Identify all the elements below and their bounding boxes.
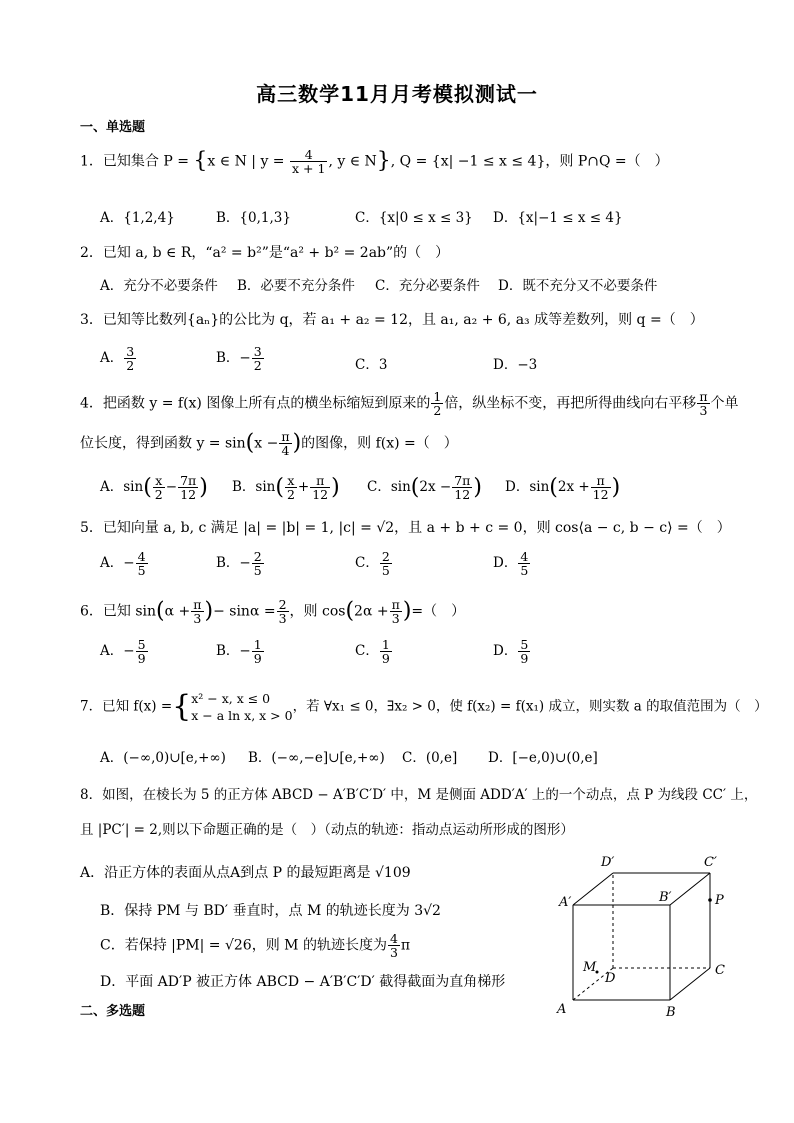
label-b1: B′ — [659, 890, 672, 905]
q3-option-c[interactable]: C．3 — [355, 357, 388, 373]
cube-figure — [545, 850, 735, 1020]
section-multiple-choice: 二、多选题 — [80, 1004, 146, 1019]
q8-option-c[interactable]: C．若保持 |PM| = √26，则 M 的轨迹长度为 $\frac{4}{3}$ π — [100, 931, 411, 960]
label-d: D — [605, 971, 616, 986]
q7-option-d[interactable]: D．[−e,0)∪(0,e] — [488, 750, 598, 766]
label-d1: D′ — [601, 855, 615, 870]
edge-b1c1 — [670, 873, 710, 905]
q7-option-b[interactable]: B．(−∞,−e]∪[e,+∞) — [248, 750, 385, 766]
q2-option-d[interactable]: D．既不充分又不必要条件 — [498, 278, 658, 294]
point-p — [708, 898, 712, 902]
q1-fraction: $\frac{4}{x + 1}$ — [292, 147, 326, 176]
q1-set-p-tail: , y ∈ N — [328, 153, 377, 170]
label-p: P — [715, 893, 724, 908]
question-2: 2．已知 a, b ∈ R，“a² = b²”是“a² + b² = 2ab”的（ ） — [80, 245, 450, 261]
question-7: 7．已知 f(x) ={ x² − x, x ≤ 0 x − a ln x, x > 0 ，若 ∀x₁ ≤ 0，∃x₂ > 0，使 f(x₂) = f(x₁) 成立，则实数 a 的取值范围为（ ） — [80, 689, 768, 724]
q5-option-b[interactable]: B．− $\frac{2}{5}$ — [216, 549, 262, 578]
q6-option-d[interactable]: D． $\frac{5}{9}$ — [493, 637, 529, 666]
q1-stem-a: 1．已知集合 P = — [80, 153, 189, 170]
q4-option-b[interactable]: B．sin( $\frac{x}{2}$ + $\frac{\pi}{12}$ ) — [232, 473, 340, 502]
q1-stem-b: , Q = — [390, 153, 428, 170]
q6-option-a[interactable]: A．− $\frac{5}{9}$ — [100, 637, 146, 666]
question-6: 6．已知 sin(α + $\frac{\pi}{3}$ )− sinα = $\frac{2}{3}$ ，则 cos(2α + $\frac{\pi}{3}$ )=（ ） — [80, 597, 466, 626]
q4-option-d[interactable]: D．sin(2x + $\frac{\pi}{12}$ ) — [505, 473, 621, 502]
q1-option-a[interactable]: A．{1,2,4} — [100, 210, 175, 226]
label-c1: C′ — [704, 855, 717, 870]
page-title: 高三数学11月月考模拟测试一 — [256, 82, 538, 106]
q2-option-c[interactable]: C．充分必要条件 — [375, 278, 480, 294]
q1-option-b[interactable]: B．{0,1,3} — [216, 210, 291, 226]
q7-option-c[interactable]: C．(0,e] — [402, 750, 458, 766]
q5-option-a[interactable]: A．− $\frac{4}{5}$ — [100, 549, 146, 578]
question-5: 5．已知向量 a, b, c 满足 |a| = |b| = 1, |c| = √2，且 a + b + c = 0，则 cos⟨a − c, b − c⟩ =（ ） — [80, 520, 731, 536]
edge-a1d1 — [573, 873, 613, 905]
label-a: A — [557, 1002, 567, 1017]
q4-option-c[interactable]: C．sin(2x − $\frac{7\pi}{12}$ ) — [367, 473, 482, 502]
q1-option-d[interactable]: D．{x|−1 ≤ x ≤ 4} — [493, 210, 623, 226]
question-8-line-2: 且 |PC′| = 2,则以下命题正确的是（ ）（动点的轨迹：指动点运动所形成的图形） — [80, 822, 574, 838]
label-a1: A′ — [559, 895, 572, 910]
q1-set-q: {x| −1 ≤ x ≤ 4} — [431, 153, 546, 170]
edge-bc — [670, 968, 710, 1000]
question-3: 3．已知等比数列{aₙ}的公比为 q，若 a₁ + a₂ = 12，且 a₁, a₂ + 6, a₃ 成等差数列，则 q =（ ） — [80, 312, 704, 328]
q6-option-c[interactable]: C． $\frac{1}{9}$ — [355, 637, 390, 666]
q2-option-a[interactable]: A．充分不必要条件 — [100, 278, 218, 294]
question-1: 1．已知集合 P = {x ∈ N | y = $\frac{4}{x + 1}$ , y ∈ N}, Q = {x| −1 ≤ x ≤ 4}，则 P∩Q =（ ） — [80, 147, 669, 176]
q7-option-a[interactable]: A．(−∞,0)∪[e,+∞) — [100, 750, 226, 766]
q5-option-d[interactable]: D． $\frac{4}{5}$ — [493, 549, 529, 578]
q5-option-c[interactable]: C． $\frac{2}{5}$ — [355, 549, 390, 578]
q1-stem-c: ，则 P∩Q =（ ） — [545, 153, 669, 170]
label-c: C — [715, 963, 725, 978]
q6-option-b[interactable]: B．− $\frac{1}{9}$ — [216, 637, 262, 666]
label-b: B — [666, 1005, 676, 1020]
q1-option-c[interactable]: C．{x|0 ≤ x ≤ 3} — [355, 210, 473, 226]
q4-option-a[interactable]: A．sin( $\frac{x}{2}$ − $\frac{7\pi}{12}$ ) — [100, 473, 208, 502]
q3-option-b[interactable]: B．− $\frac{3}{2}$ — [216, 344, 262, 373]
q2-option-b[interactable]: B．必要不充分条件 — [237, 278, 355, 294]
q3-option-a[interactable]: A． $\frac{3}{2}$ — [100, 344, 135, 373]
q8-option-d[interactable]: D．平面 AD′P 被正方体 ABCD − A′B′C′D′ 截得截面为直角梯形 — [100, 974, 506, 990]
section-single-choice: 一、单选题 — [80, 120, 146, 135]
q8-option-b[interactable]: B．保持 PM 与 BD′ 垂直时，点 M 的轨迹长度为 3√2 — [100, 903, 441, 919]
q8-option-a[interactable]: A．沿正方体的表面从点A到点 P 的最短距离是 √109 — [80, 865, 411, 881]
q3-option-d[interactable]: D．−3 — [493, 357, 538, 373]
question-4-line-2: 位长度，得到函数 y = sin(x − $\frac{\pi}{4}$ )的图像，则 f(x) =（ ） — [80, 429, 458, 458]
q1-set-p: x ∈ N | y = — [207, 153, 285, 170]
label-m: M — [583, 960, 597, 975]
question-4-line-1: 4．把函数 y = f(x) 图像上所有点的横坐标缩短到原来的 $\frac{1}{2}$ 倍，纵坐标不变，再把所得曲线向右平移 $\frac{\pi}{3}$ 个单 — [80, 389, 739, 418]
question-8-line-1: 8．如图，在棱长为 5 的正方体 ABCD − A′B′C′D′ 中，M 是侧面 ADD′A′ 上的一个动点，点 P 为线段 CC′ 上， — [80, 787, 758, 803]
